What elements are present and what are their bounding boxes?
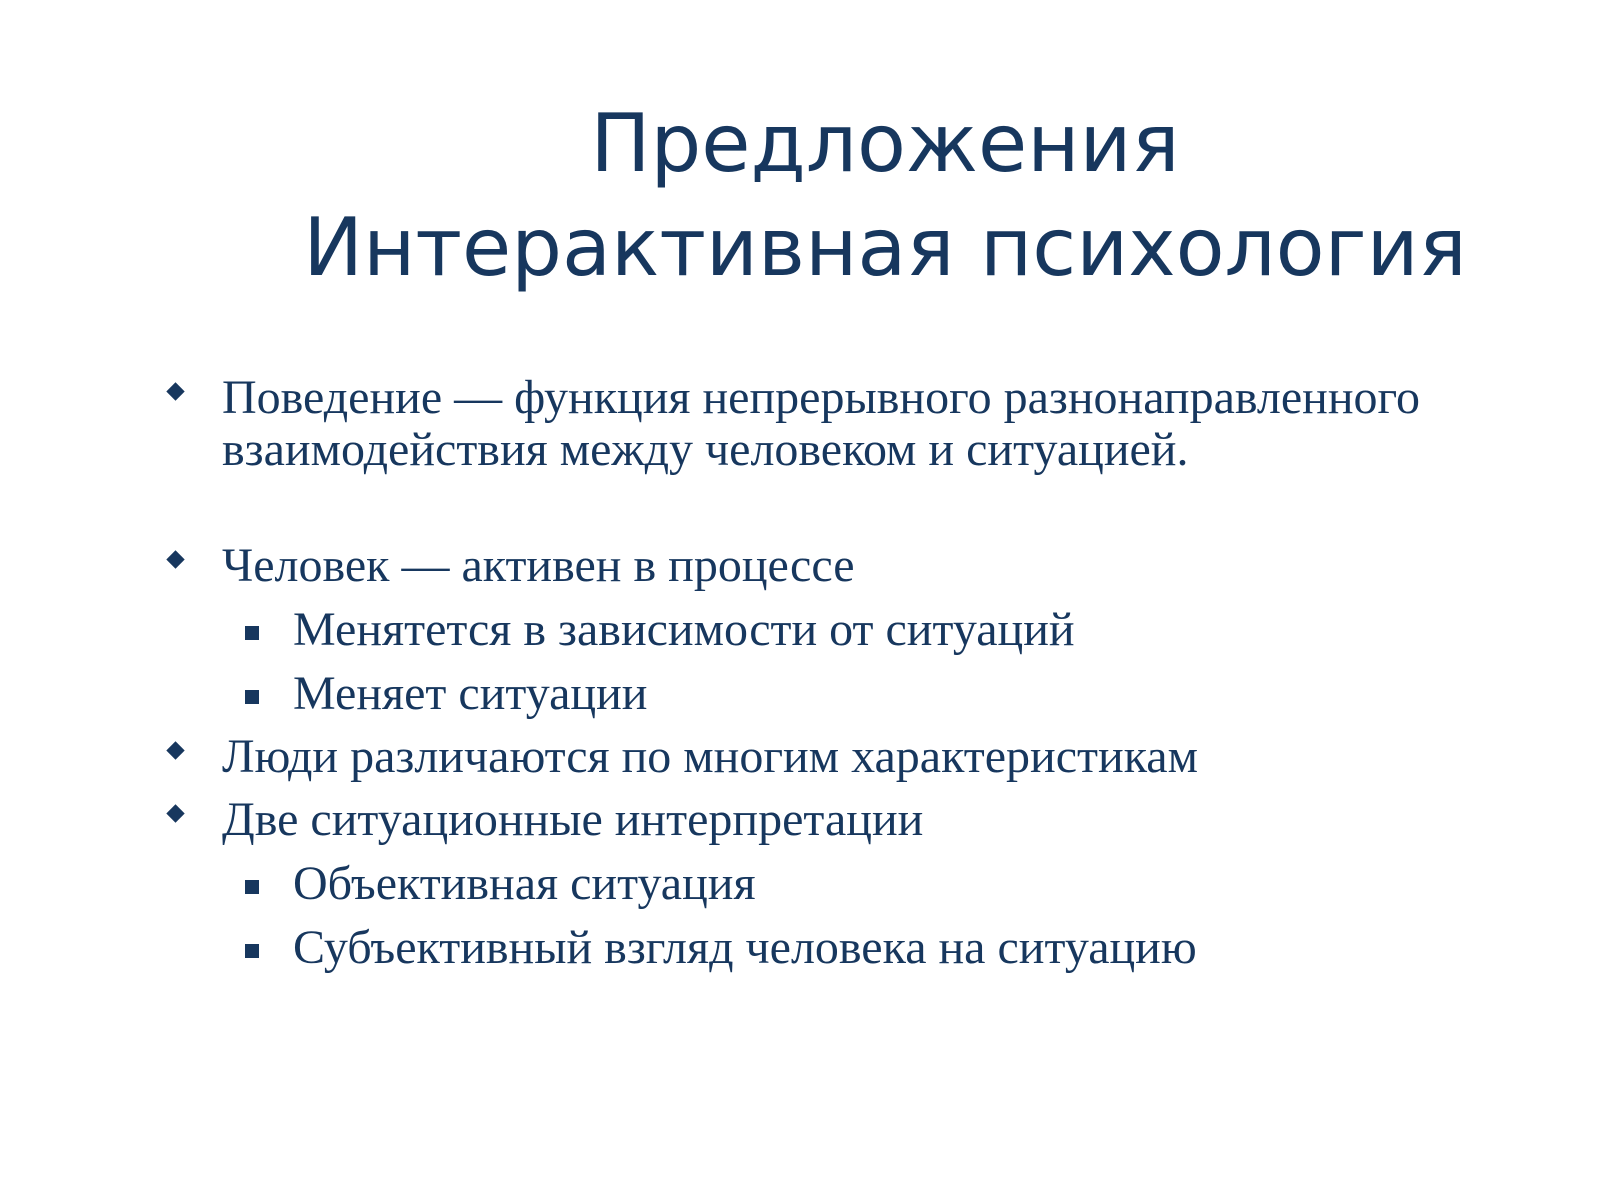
square-bullet-icon — [245, 690, 259, 704]
diamond-bullet-icon — [166, 804, 184, 822]
bullet-text: Поведение — функция непрерывного разнонаправленного взаимодействия между человеком и ситуацией. — [222, 371, 1421, 476]
sub-bullet-text: Меняет ситуации — [293, 667, 648, 720]
diamond-bullet-icon — [166, 741, 184, 759]
square-bullet-icon — [245, 626, 259, 640]
sub-bullet-text: Объективная ситуация — [293, 857, 756, 910]
diamond-bullet-icon — [166, 382, 184, 400]
square-bullet-icon — [245, 944, 259, 958]
bullet-text: Две ситуационные интерпретации — [222, 793, 924, 846]
bullet-text: Люди различаются по многим характеристикам — [222, 730, 1198, 783]
title-line-1: Предложения — [590, 97, 1180, 190]
square-bullet-icon — [245, 880, 259, 894]
sub-bullet-text: Менятется в зависимости от ситуаций — [293, 603, 1075, 656]
title-line-2: Интерактивная психология — [303, 201, 1467, 294]
slide-title — [240, 92, 1530, 300]
bullet-text: Человек — активен в процессе — [222, 539, 855, 592]
diamond-bullet-icon — [166, 550, 184, 568]
sub-bullet-text: Субъективный взгляд человека на ситуацию — [293, 921, 1197, 974]
